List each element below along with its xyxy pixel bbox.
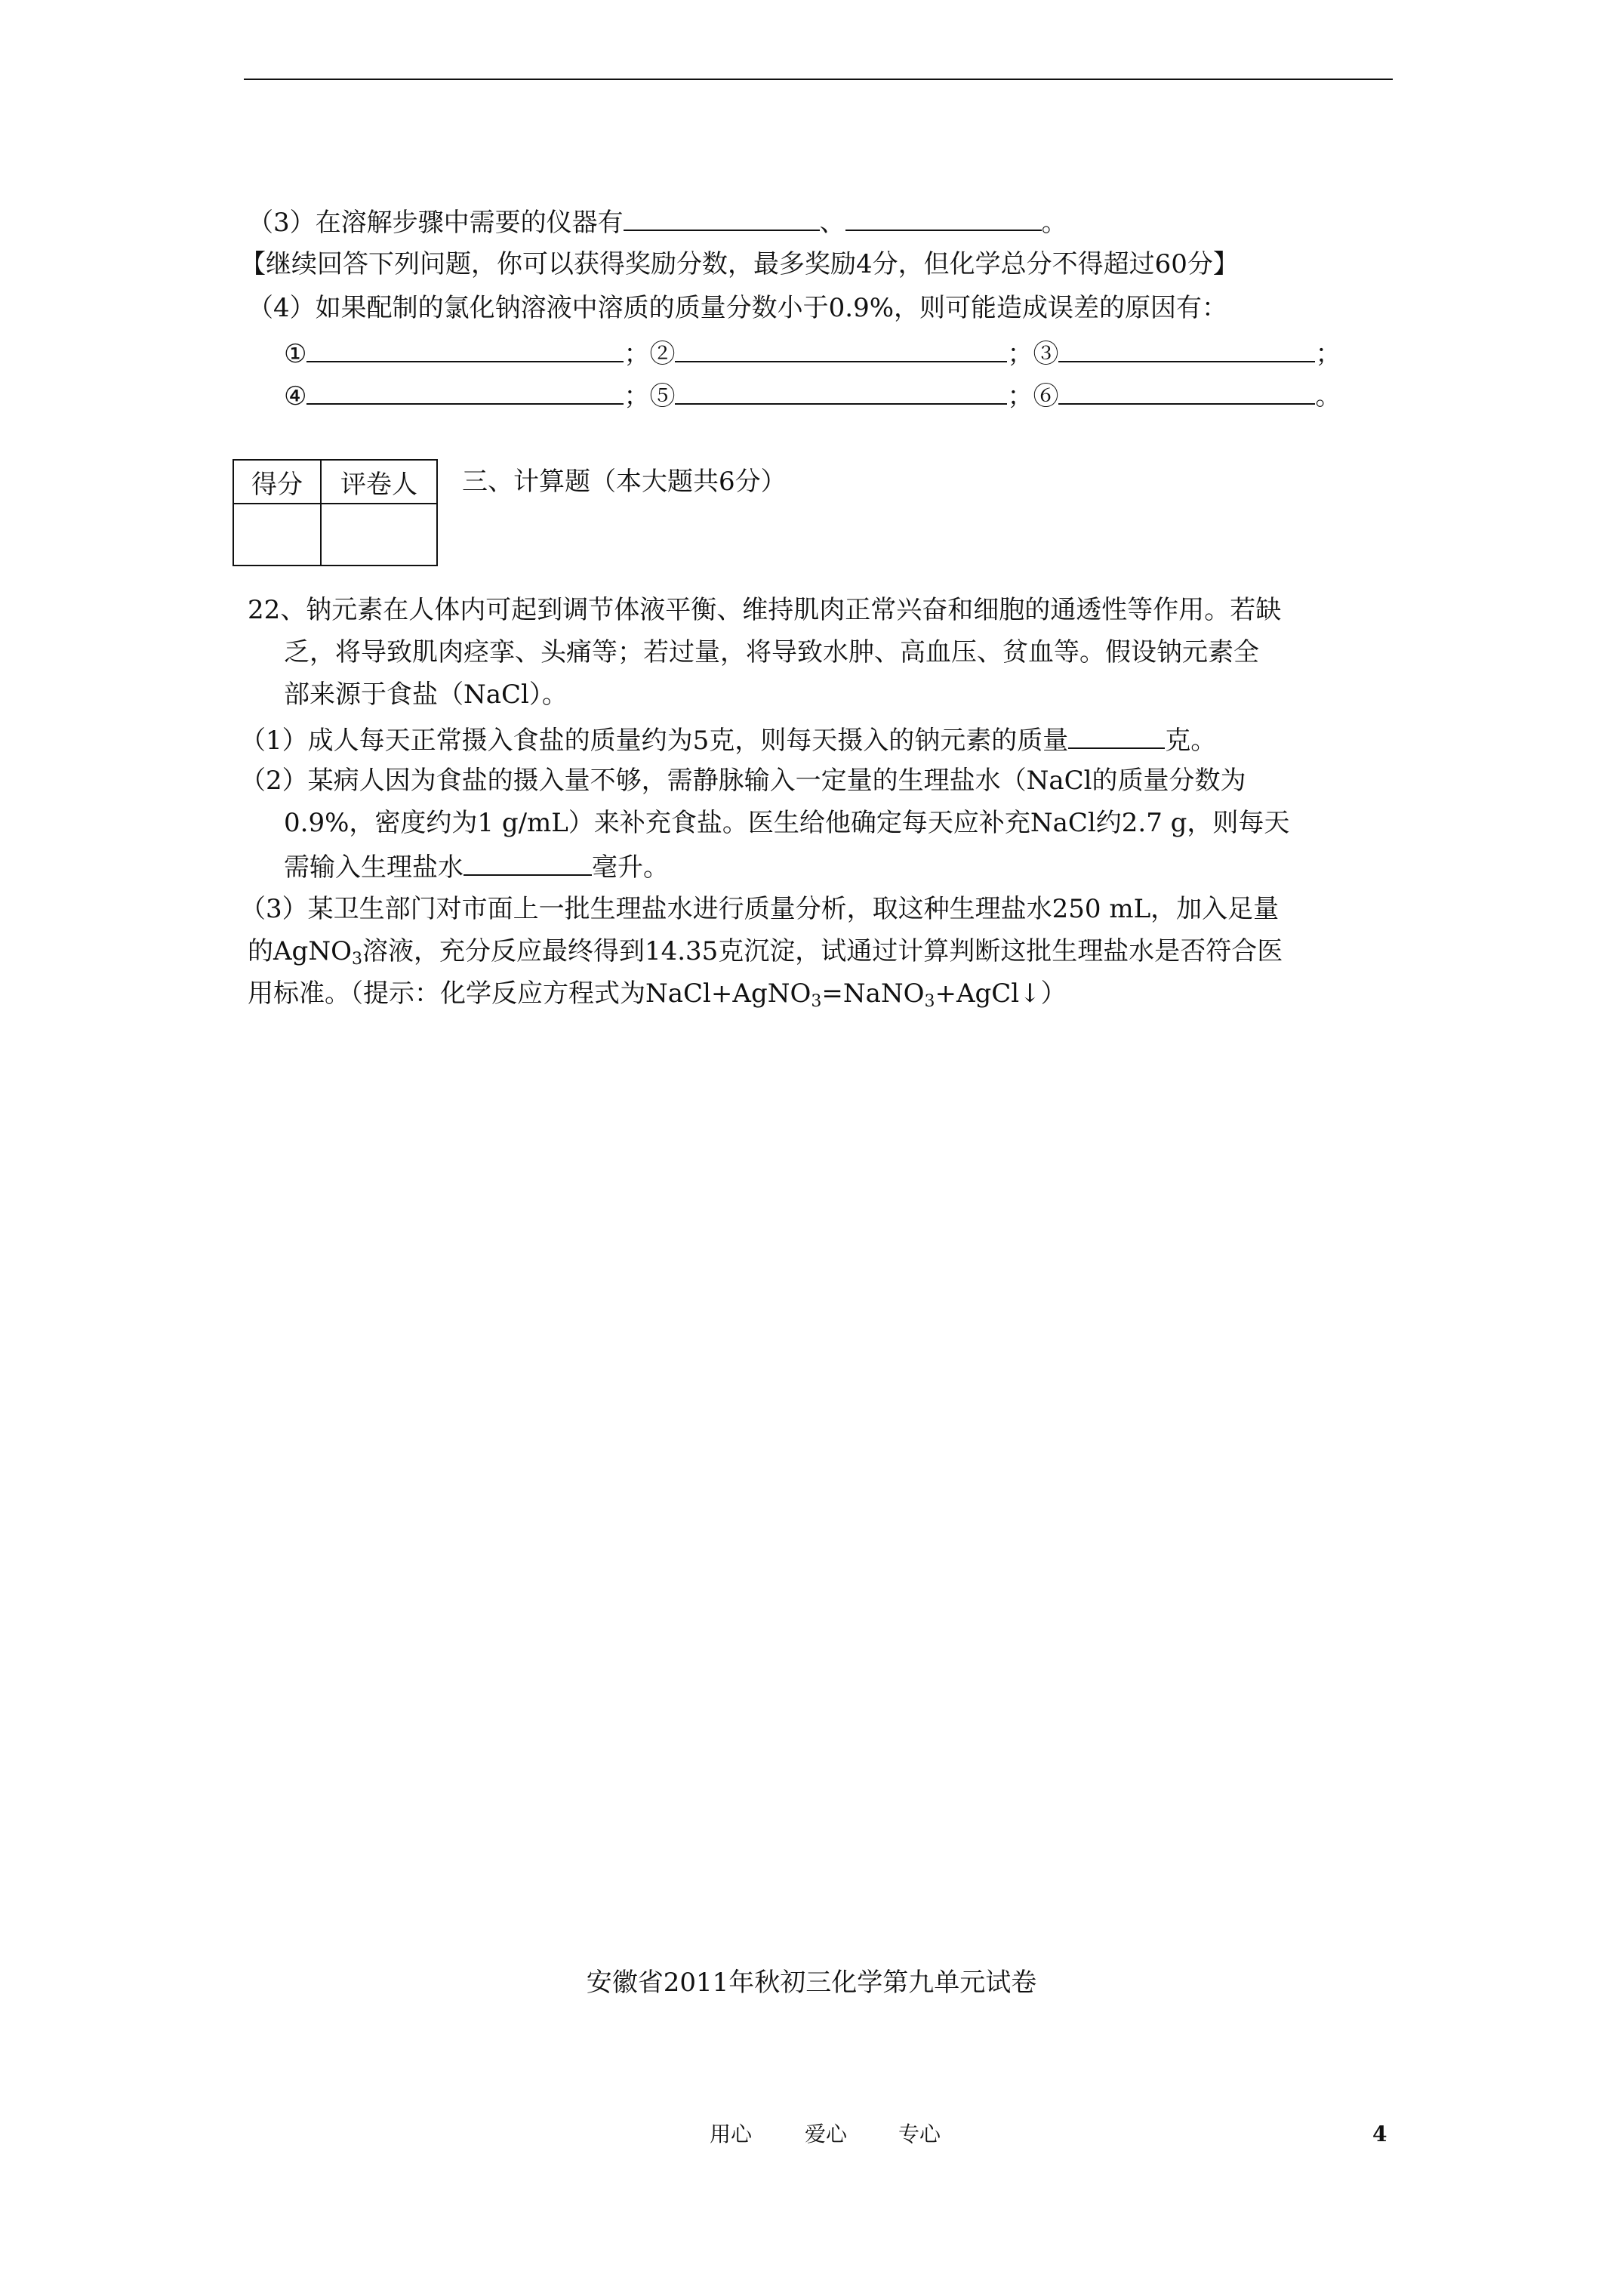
q22-part1: （1）成人每天正常摄入食盐的质量约为5克，则每天摄入的钠元素的质量 克。 [240,722,1216,757]
q22-part2-line-2: 0.9%，密度约为1 g/mL）来补充食盐。医生给他确定每天应补充NaCl约2.7 g，则每天 [284,808,1290,838]
q21-part3: （3）在溶解步骤中需要的仪器有 、 。 [248,204,1067,239]
q22-part3-line-3: 用标准。（提示：化学反应方程式为NaCl+AgNO$_3$=NaNO$_3$+AgCl↓） [248,978,1067,1011]
q22-line-3: 部来源于食盐（NaCl）。 [284,680,568,710]
header-rule [244,79,1393,80]
q22-line-2: 乏，将导致肌肉痉挛、头痛等；若过量，将导致水肿、高血压、贫血等。假设钠元素全 [284,637,1259,667]
bonus-notice: 【继续回答下列问题，你可以获得奖励分数，最多奖励4分，但化学总分不得超过60分】 [240,249,1239,279]
footer-motto-1: 用心 [710,2122,753,2147]
q22-part3-line-2: 的AgNO$_3$溶液，充分反应最终得到14.35克沉淀，试通过计算判断这批生理盐水是否符合医 [248,936,1283,969]
section-title: 三、计算题（本大题共6分） [462,467,787,497]
grader-cell[interactable] [321,504,437,566]
q21-part4: （4）如果配制的氯化钠溶液中溶质的质量分数小于0.9%，则可能造成误差的原因有： [248,293,1228,323]
score-cell[interactable] [233,504,321,566]
grader-header: 评卷人 [321,460,437,504]
answer-blank[interactable] [1058,335,1315,362]
q22-part2-line-1: （2）某病人因为食盐的摄入量不够，需静脉输入一定量的生理盐水（NaCl的质量分数为 [240,766,1246,796]
answer-blank[interactable] [1058,378,1315,405]
answer-blank[interactable] [306,335,624,362]
answer-blank[interactable] [463,849,592,876]
score-table [233,459,438,566]
q22-part3-line-1: （3）某卫生部门对市面上一批生理盐水进行质量分析，取这种生理盐水250 mL，加入足量 [240,894,1280,924]
answer-blank[interactable] [1068,722,1165,749]
score-header: 得分 [233,460,321,504]
answer-blank[interactable] [675,378,1007,405]
answer-blank[interactable] [845,204,1042,231]
reason-row-1: ① ；② ；③ ； [284,335,1341,371]
q22-line-1: 22、钠元素在人体内可起到调节体液平衡、维持肌肉正常兴奋和细胞的通透性等作用。若缺 [248,595,1282,625]
q22-part2-line-3: 需输入生理盐水 毫升。 [284,849,669,884]
answer-blank[interactable] [624,204,820,231]
footer-motto-3: 专心 [898,2122,941,2147]
page-number: 4 [1372,2122,1387,2147]
footer-title: 安徽省2011年秋初三化学第九单元试卷 [586,1968,1037,1998]
reason-row-2: ④ ；⑤ ；⑥ 。 [284,378,1341,413]
answer-blank[interactable] [306,378,624,405]
footer-motto-2: 爱心 [805,2122,848,2147]
answer-blank[interactable] [675,335,1007,362]
